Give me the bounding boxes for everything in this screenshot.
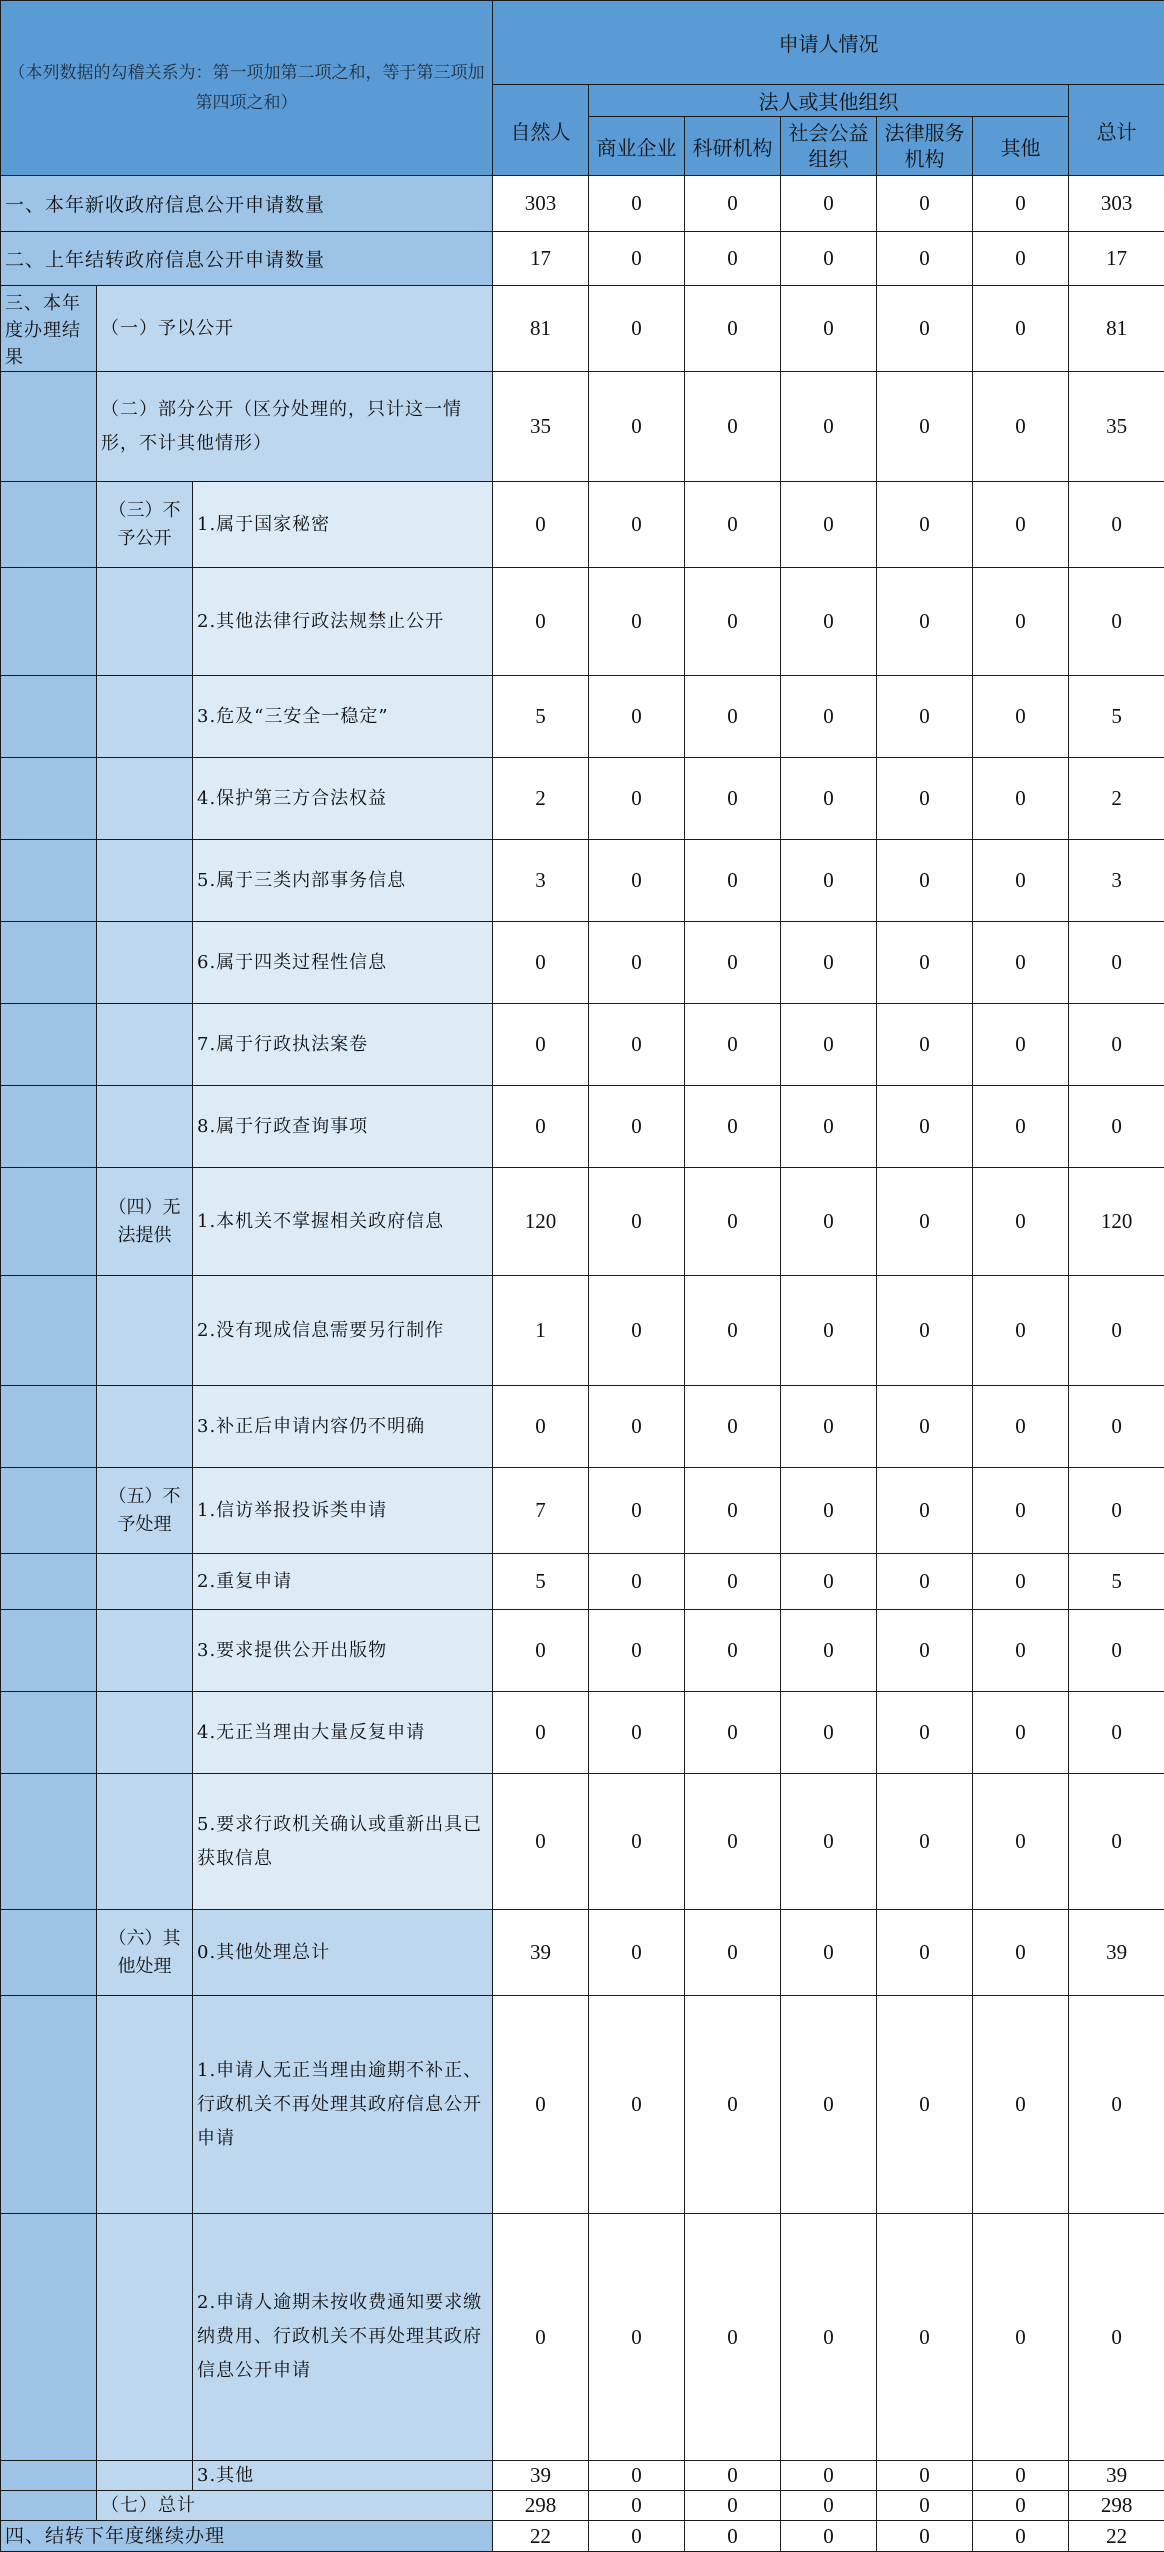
cell-value: 0 (685, 1386, 781, 1468)
blank-cell (97, 1276, 193, 1386)
cell-value: 0 (589, 1554, 685, 1610)
blank-cell (1, 922, 97, 1004)
cell-value: 0 (973, 840, 1069, 922)
cell-value: 0 (781, 1774, 877, 1910)
cell-value: 0 (877, 1554, 973, 1610)
cell-value: 0 (877, 840, 973, 922)
cell-value: 0 (877, 1086, 973, 1168)
cell-value: 0 (973, 176, 1069, 232)
blank-cell (97, 1086, 193, 1168)
cell-value: 0 (973, 1554, 1069, 1610)
cell-value: 0 (781, 286, 877, 372)
cell-value: 0 (589, 372, 685, 482)
cell-value: 0 (973, 232, 1069, 286)
row-label: 1.申请人无正当理由逾期不补正、行政机关不再处理其政府信息公开申请 (193, 1996, 493, 2214)
applicant-header: 申请人情况 (493, 1, 1164, 85)
table-note: （本列数据的勾稽关系为：第一项加第二项之和，等于第三项加第四项之和） (1, 1, 493, 176)
cell-value: 0 (781, 1168, 877, 1276)
blank-cell (97, 2214, 193, 2461)
table-row (1, 2491, 1164, 2521)
cell-value: 0 (589, 1386, 685, 1468)
cell-value: 0 (781, 676, 877, 758)
cell-value: 0 (685, 758, 781, 840)
cell-value: 0 (1069, 568, 1164, 676)
table-row (1, 1168, 1164, 1276)
cell-value: 5 (1069, 1554, 1164, 1610)
cell-value: 0 (973, 1996, 1069, 2214)
cell-value: 0 (973, 1168, 1069, 1276)
blank-cell (1, 482, 97, 568)
cell-value: 0 (973, 1276, 1069, 1386)
cell-value: 0 (1069, 1610, 1164, 1692)
cell-value: 0 (877, 286, 973, 372)
cell-value: 0 (877, 1386, 973, 1468)
blank-cell (97, 1774, 193, 1910)
cell-value: 0 (877, 1004, 973, 1086)
cell-value: 0 (493, 1086, 589, 1168)
cell-value: 0 (685, 2491, 781, 2521)
cell-value: 0 (781, 922, 877, 1004)
cell-value: 0 (781, 1086, 877, 1168)
cell-value: 0 (685, 2461, 781, 2491)
table-row (1, 1086, 1164, 1168)
col-legal-service: 法律服务机构 (877, 117, 973, 176)
cell-value: 298 (1069, 2491, 1164, 2521)
cell-value: 0 (973, 1086, 1069, 1168)
cell-value: 0 (685, 1610, 781, 1692)
cell-value: 0 (493, 1996, 589, 2214)
row-label: 4.保护第三方合法权益 (193, 758, 493, 840)
blank-cell (97, 1610, 193, 1692)
row-label: （二）部分公开（区分处理的，只计这一情形，不计其他情形） (97, 372, 493, 482)
cell-value: 0 (1069, 482, 1164, 568)
table-row (1, 232, 1164, 286)
cell-value: 0 (781, 2521, 877, 2552)
cell-value: 0 (1069, 1004, 1164, 1086)
table-row (1, 2521, 1164, 2552)
cell-value: 35 (493, 372, 589, 482)
cell-value: 0 (493, 482, 589, 568)
cell-value: 39 (493, 2461, 589, 2491)
table-row (1, 1276, 1164, 1386)
row-label: 1.信访举报投诉类申请 (193, 1468, 493, 1554)
cell-value: 0 (973, 482, 1069, 568)
cell-value: 0 (589, 232, 685, 286)
cell-value: 0 (877, 1910, 973, 1996)
row-label: 0.其他处理总计 (193, 1910, 493, 1996)
col-natural-person: 自然人 (493, 85, 589, 176)
group-label-5: （五）不予处理 (97, 1468, 193, 1554)
cell-value: 0 (589, 1910, 685, 1996)
blank-cell (1, 1168, 97, 1276)
blank-cell (1, 1554, 97, 1610)
cell-value: 0 (781, 1692, 877, 1774)
blank-cell (1, 1086, 97, 1168)
cell-value: 0 (973, 2214, 1069, 2461)
cell-value: 39 (1069, 1910, 1164, 1996)
cell-value: 0 (1069, 1386, 1164, 1468)
cell-value: 0 (973, 1692, 1069, 1774)
group-label-3: （三）不予公开 (97, 482, 193, 568)
row-label: 7.属于行政执法案卷 (193, 1004, 493, 1086)
cell-value: 0 (685, 1004, 781, 1086)
blank-cell (1, 2491, 97, 2521)
cell-value: 0 (685, 1554, 781, 1610)
row-label: 3.补正后申请内容仍不明确 (193, 1386, 493, 1468)
cell-value: 0 (589, 676, 685, 758)
cell-value: 0 (589, 1086, 685, 1168)
table-row (1, 568, 1164, 676)
blank-cell (97, 1692, 193, 1774)
blank-cell (1, 1276, 97, 1386)
cell-value: 0 (1069, 1468, 1164, 1554)
cell-value: 0 (877, 1774, 973, 1910)
cell-value: 0 (877, 232, 973, 286)
table-row (1, 2461, 1164, 2491)
row-label: 一、本年新收政府信息公开申请数量 (1, 176, 493, 232)
blank-cell (97, 676, 193, 758)
blank-cell (97, 758, 193, 840)
cell-value: 0 (685, 1774, 781, 1910)
cell-value: 0 (1069, 1276, 1164, 1386)
cell-value: 0 (589, 840, 685, 922)
cell-value: 0 (685, 676, 781, 758)
cell-value: 0 (781, 840, 877, 922)
blank-cell (97, 1554, 193, 1610)
cell-value: 0 (973, 1610, 1069, 1692)
cell-value: 0 (589, 1610, 685, 1692)
cell-value: 0 (973, 922, 1069, 1004)
blank-cell (97, 1996, 193, 2214)
blank-cell (97, 840, 193, 922)
cell-value: 0 (781, 1554, 877, 1610)
cell-value: 0 (493, 1774, 589, 1910)
cell-value: 0 (877, 1692, 973, 1774)
cell-value: 0 (589, 2214, 685, 2461)
cell-value: 0 (589, 922, 685, 1004)
cell-value: 0 (1069, 2214, 1164, 2461)
blank-cell (1, 1996, 97, 2214)
blank-cell (97, 2461, 193, 2491)
row-label: 二、上年结转政府信息公开申请数量 (1, 232, 493, 286)
legal-group-header: 法人或其他组织 (589, 85, 1069, 117)
cell-value: 0 (877, 1468, 973, 1554)
cell-value: 0 (589, 482, 685, 568)
cell-value: 0 (877, 568, 973, 676)
row-label: 1.本机关不掌握相关政府信息 (193, 1168, 493, 1276)
cell-value: 0 (781, 2214, 877, 2461)
row-label: 6.属于四类过程性信息 (193, 922, 493, 1004)
cell-value: 5 (493, 676, 589, 758)
table-row (1, 1996, 1164, 2214)
col-total: 总计 (1069, 85, 1164, 176)
cell-value: 1 (493, 1276, 589, 1386)
blank-cell (1, 2461, 97, 2491)
cell-value: 0 (685, 176, 781, 232)
cell-value: 0 (589, 1004, 685, 1086)
table-row (1, 922, 1164, 1004)
cell-value: 0 (973, 2521, 1069, 2552)
cell-value: 0 (685, 2521, 781, 2552)
cell-value: 0 (973, 2461, 1069, 2491)
cell-value: 39 (493, 1910, 589, 1996)
col-public-welfare: 社会公益组织 (781, 117, 877, 176)
cell-value: 2 (1069, 758, 1164, 840)
cell-value: 0 (589, 1774, 685, 1910)
cell-value: 0 (589, 2491, 685, 2521)
cell-value: 0 (877, 676, 973, 758)
section-3-label: 三、本年度办理结果 (1, 286, 97, 372)
cell-value: 0 (589, 758, 685, 840)
cell-value: 0 (493, 2214, 589, 2461)
cell-value: 0 (685, 1276, 781, 1386)
row-label: 2.重复申请 (193, 1554, 493, 1610)
cell-value: 0 (877, 2214, 973, 2461)
table-row (1, 1910, 1164, 1996)
cell-value: 0 (781, 568, 877, 676)
cell-value: 0 (877, 1168, 973, 1276)
cell-value: 298 (493, 2491, 589, 2521)
cell-value: 0 (973, 1774, 1069, 1910)
blank-cell (1, 2214, 97, 2461)
cell-value: 0 (589, 1276, 685, 1386)
cell-value: 0 (589, 1168, 685, 1276)
blank-cell (1, 1774, 97, 1910)
blank-cell (1, 568, 97, 676)
cell-value: 0 (589, 1692, 685, 1774)
cell-value: 81 (493, 286, 589, 372)
blank-cell (1, 1386, 97, 1468)
cell-value: 0 (973, 372, 1069, 482)
cell-value: 0 (877, 1276, 973, 1386)
cell-value: 0 (781, 372, 877, 482)
cell-value: 17 (493, 232, 589, 286)
blank-cell (1, 676, 97, 758)
cell-value: 0 (685, 482, 781, 568)
row-label: 8.属于行政查询事项 (193, 1086, 493, 1168)
cell-value: 0 (589, 1468, 685, 1554)
cell-value: 7 (493, 1468, 589, 1554)
cell-value: 0 (685, 1086, 781, 1168)
cell-value: 2 (493, 758, 589, 840)
cell-value: 0 (685, 232, 781, 286)
row-label: 3.要求提供公开出版物 (193, 1610, 493, 1692)
table-row (1, 1610, 1164, 1692)
cell-value: 0 (1069, 1692, 1164, 1774)
blank-cell (97, 568, 193, 676)
cell-value: 0 (493, 922, 589, 1004)
table-row (1, 482, 1164, 568)
cell-value: 22 (1069, 2521, 1164, 2552)
cell-value: 120 (1069, 1168, 1164, 1276)
row-label: 四、结转下年度继续办理 (1, 2521, 493, 2552)
table-row (1, 1468, 1164, 1554)
cell-value: 0 (877, 2491, 973, 2521)
cell-value: 0 (781, 1386, 877, 1468)
cell-value: 0 (1069, 1996, 1164, 2214)
cell-value: 0 (781, 1610, 877, 1692)
cell-value: 0 (493, 1610, 589, 1692)
cell-value: 0 (685, 1168, 781, 1276)
cell-value: 35 (1069, 372, 1164, 482)
cell-value: 0 (589, 2461, 685, 2491)
cell-value: 0 (685, 922, 781, 1004)
table-row (1, 1692, 1164, 1774)
table-row (1, 676, 1164, 758)
cell-value: 0 (781, 1276, 877, 1386)
cell-value: 0 (493, 1004, 589, 1086)
cell-value: 0 (685, 1910, 781, 1996)
row-label: （七）总计 (97, 2491, 493, 2521)
row-label: （一）予以公开 (97, 286, 493, 372)
cell-value: 0 (877, 372, 973, 482)
cell-value: 0 (973, 1468, 1069, 1554)
blank-cell (1, 1692, 97, 1774)
row-label: 2.申请人逾期未按收费通知要求缴纳费用、行政机关不再处理其政府信息公开申请 (193, 2214, 493, 2461)
group-label-6: （六）其他处理 (97, 1910, 193, 1996)
cell-value: 0 (493, 568, 589, 676)
cell-value: 0 (877, 922, 973, 1004)
cell-value: 0 (685, 1692, 781, 1774)
cell-value: 0 (685, 1468, 781, 1554)
cell-value: 0 (685, 1996, 781, 2214)
col-other: 其他 (973, 117, 1069, 176)
cell-value: 0 (589, 568, 685, 676)
cell-value: 0 (877, 2521, 973, 2552)
row-label: 2.其他法律行政法规禁止公开 (193, 568, 493, 676)
row-label: 2.没有现成信息需要另行制作 (193, 1276, 493, 1386)
cell-value: 0 (781, 176, 877, 232)
row-label: 5.属于三类内部事务信息 (193, 840, 493, 922)
table-row (1, 758, 1164, 840)
table-row (1, 372, 1164, 482)
cell-value: 120 (493, 1168, 589, 1276)
cell-value: 22 (493, 2521, 589, 2552)
cell-value: 0 (877, 2461, 973, 2491)
cell-value: 0 (973, 1386, 1069, 1468)
row-label: 3.危及“三安全一稳定” (193, 676, 493, 758)
cell-value: 0 (781, 1996, 877, 2214)
cell-value: 0 (589, 176, 685, 232)
cell-value: 0 (973, 286, 1069, 372)
cell-value: 0 (877, 758, 973, 840)
cell-value: 0 (877, 1996, 973, 2214)
cell-value: 5 (1069, 676, 1164, 758)
cell-value: 0 (781, 1910, 877, 1996)
cell-value: 0 (781, 758, 877, 840)
cell-value: 0 (1069, 1774, 1164, 1910)
cell-value: 0 (589, 2521, 685, 2552)
cell-value: 0 (1069, 1086, 1164, 1168)
cell-value: 17 (1069, 232, 1164, 286)
table-row (1, 1386, 1164, 1468)
blank-cell (97, 1386, 193, 1468)
col-business: 商业企业 (589, 117, 685, 176)
cell-value: 39 (1069, 2461, 1164, 2491)
cell-value: 0 (877, 176, 973, 232)
row-label: 1.属于国家秘密 (193, 482, 493, 568)
blank-cell (1, 1468, 97, 1554)
cell-value: 0 (685, 286, 781, 372)
cell-value: 0 (781, 482, 877, 568)
cell-value: 0 (973, 676, 1069, 758)
cell-value: 0 (493, 1692, 589, 1774)
cell-value: 303 (1069, 176, 1164, 232)
cell-value: 3 (493, 840, 589, 922)
row-label: 4.无正当理由大量反复申请 (193, 1692, 493, 1774)
cell-value: 0 (973, 1004, 1069, 1086)
group-label-4: （四）无法提供 (97, 1168, 193, 1276)
blank-cell (1, 1004, 97, 1086)
cell-value: 0 (973, 758, 1069, 840)
table-row (1, 2214, 1164, 2461)
cell-value: 0 (589, 286, 685, 372)
blank-cell (1, 372, 97, 482)
cell-value: 0 (685, 568, 781, 676)
cell-value: 0 (1069, 922, 1164, 1004)
cell-value: 0 (589, 1996, 685, 2214)
blank-cell (1, 1910, 97, 1996)
table-row (1, 1554, 1164, 1610)
blank-cell (1, 758, 97, 840)
cell-value: 0 (685, 372, 781, 482)
cell-value: 0 (781, 1004, 877, 1086)
blank-cell (1, 1610, 97, 1692)
table-row (1, 286, 1164, 372)
col-research: 科研机构 (685, 117, 781, 176)
cell-value: 3 (1069, 840, 1164, 922)
cell-value: 0 (493, 1386, 589, 1468)
table-row (1, 840, 1164, 922)
row-label: 5.要求行政机关确认或重新出具已获取信息 (193, 1774, 493, 1910)
cell-value: 0 (973, 1910, 1069, 1996)
blank-cell (97, 1004, 193, 1086)
blank-cell (1, 840, 97, 922)
cell-value: 0 (973, 568, 1069, 676)
cell-value: 0 (781, 232, 877, 286)
table-row (1, 1774, 1164, 1910)
cell-value: 0 (685, 840, 781, 922)
cell-value: 0 (877, 482, 973, 568)
cell-value: 0 (973, 2491, 1069, 2521)
cell-value: 0 (685, 2214, 781, 2461)
cell-value: 303 (493, 176, 589, 232)
cell-value: 5 (493, 1554, 589, 1610)
cell-value: 0 (781, 2491, 877, 2521)
table-row (1, 176, 1164, 232)
cell-value: 0 (877, 1610, 973, 1692)
blank-cell (97, 922, 193, 1004)
table-row (1, 1004, 1164, 1086)
cell-value: 0 (781, 2461, 877, 2491)
cell-value: 81 (1069, 286, 1164, 372)
row-label: 3.其他 (193, 2461, 493, 2491)
cell-value: 0 (781, 1468, 877, 1554)
